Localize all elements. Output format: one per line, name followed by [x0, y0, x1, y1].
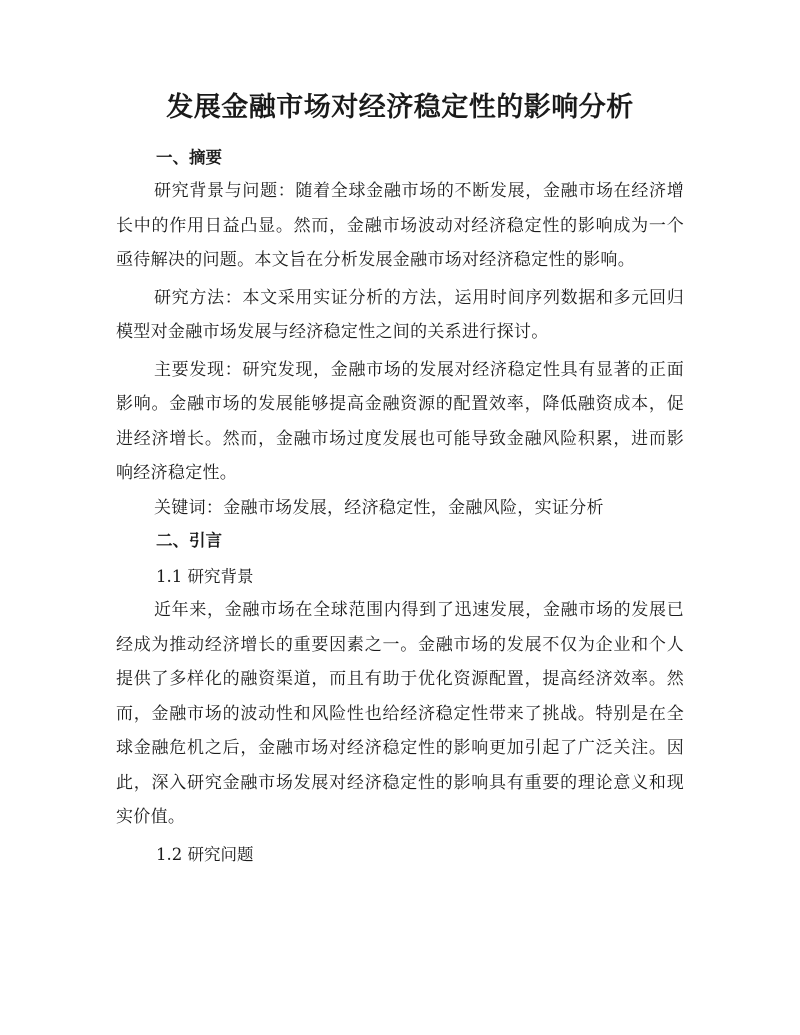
section-heading-introduction: 二、引言 [156, 531, 222, 550]
abstract-background-paragraph: 研究背景与问题：随着全球金融市场的不断发展，金融市场在经济增长中的作用日益凸显。然而，金融市场波动对经济稳定性的影响成为一个亟待解决的问题。本文旨在分析发展金融市场对经济稳定性的影响。 [116, 181, 684, 270]
document-page [116, 88, 684, 871]
background-paragraph: 近年来，金融市场在全球范围内得到了迅速发展，金融市场的发展已经成为推动经济增长的重要因素之一。金融市场的发展不仅为企业和个人提供了多样化的融资渠道，而且有助于优化资源配置，提高经济效率。然而，金融市场的波动性和风险性也给经济稳定性带来了挑战。特别是在全球金融危机之后，金融市场对经济稳定性的影响更加引起了广泛关注。因此，深入研究金融市场发展对经济稳定性的影响具有重要的理论意义和现实价值。 [116, 600, 684, 827]
document-title: 发展金融市场对经济稳定性的影响分析 [166, 92, 634, 123]
keywords-line: 关键词：金融市场发展，经济稳定性，金融风险，实证分析 [154, 497, 604, 518]
subsection-heading-research-question: 1.2 研究问题 [156, 844, 254, 864]
subsection-heading-background: 1.1 研究背景 [156, 567, 254, 586]
abstract-method-paragraph: 研究方法：本文采用实证分析的方法，运用时间序列数据和多元回归模型对金融市场发展与经济稳定性之间的关系进行探讨。 [116, 287, 684, 342]
abstract-findings-paragraph: 主要发现：研究发现，金融市场的发展对经济稳定性具有显著的正面影响。金融市场的发展能够提高金融资源的配置效率，降低融资成本，促进经济增长。然而，金融市场过度发展也可能导致金融风险积累，进而影响经济稳定性。 [116, 359, 684, 483]
section-heading-abstract: 一、摘要 [156, 148, 222, 167]
